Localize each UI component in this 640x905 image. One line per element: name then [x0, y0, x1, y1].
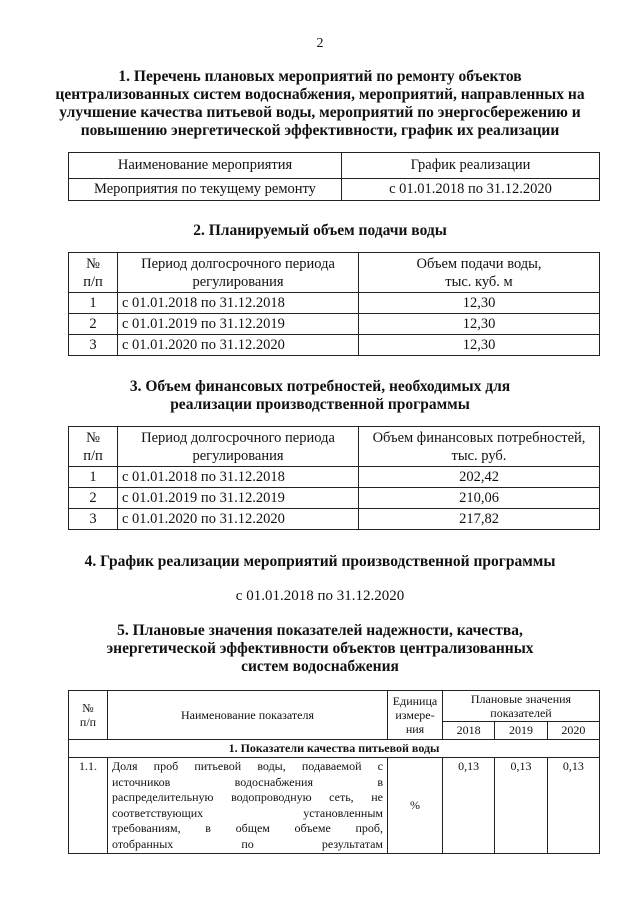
table-row [69, 758, 600, 854]
section3-table [68, 426, 600, 530]
header-period: Период долгосрочного периода регулирования [118, 253, 359, 293]
section5-heading: 5. Плановые значения показателей надежности, качества, энергетической эффективности объектов централизованных систем водоснабжения [106, 622, 534, 675]
header-period: Период долгосрочного периода регулирования [118, 427, 359, 467]
value-2018: 0,13 [443, 758, 495, 854]
header-water-volume: Объем подачи воды, тыс. куб. м [359, 253, 600, 293]
section3-heading: 3. Объем финансовых потребностей, необходимых для реализации производственной программы [129, 378, 511, 413]
header-number: № п/п [69, 691, 108, 740]
value-2020: 0,13 [547, 758, 599, 854]
header-activity-name: Наименование мероприятия [69, 153, 342, 179]
header-indicator-name: Наименование показателя [108, 691, 388, 740]
header-year-2019: 2019 [495, 722, 547, 740]
unit-cell: % [388, 758, 443, 854]
header-schedule: График реализации [342, 153, 600, 179]
table-row: 1 с 01.01.2018 по 31.12.2018 12,30 [69, 293, 600, 314]
schedule-cell: с 01.01.2018 по 31.12.2020 [342, 179, 600, 201]
header-year-2018: 2018 [443, 722, 495, 740]
header-year-2020: 2020 [547, 722, 599, 740]
table-row: 3 с 01.01.2020 по 31.12.2020 12,30 [69, 335, 600, 356]
table-row: 3 с 01.01.2020 по 31.12.2020 217,82 [69, 509, 600, 530]
section2-heading: 2. Планируемый объем подачи воды [193, 222, 447, 239]
section1-table [68, 152, 600, 201]
row-number: 1.1. [69, 758, 108, 854]
section1-heading: 1. Перечень плановых мероприятий по ремонту объектов централизованных систем водоснабжения, мероприятий, направленных на улучшение качества питьевой воды, мероприятий по энергосбережению и повышению энергетической эффективности, график их реализации [55, 68, 585, 139]
page-number: 2 [316, 36, 324, 51]
header-unit: Единица измере- ния [388, 691, 443, 740]
table-row: 1 с 01.01.2018 по 31.12.2018 202,42 [69, 467, 600, 488]
table-row: 2 с 01.01.2019 по 31.12.2019 12,30 [69, 314, 600, 335]
value-2019: 0,13 [495, 758, 547, 854]
section4-period: с 01.01.2018 по 31.12.2020 [235, 588, 405, 604]
indicator-description: Доля проб питьевой воды, подаваемой с источников водоснабжения в распределительную водопроводную сеть, не соответствующих установленным требованиям, в общем объеме проб, отобранных по результатам [108, 758, 388, 854]
section2-table [68, 252, 600, 356]
header-number: № п/п [69, 427, 118, 467]
section5-table [68, 690, 600, 854]
header-financial-needs: Объем финансовых потребностей, тыс. руб. [359, 427, 600, 467]
group-title: 1. Показатели качества питьевой воды [69, 740, 600, 758]
header-number: № п/п [69, 253, 118, 293]
header-planned-values: Плановые значения показателей [443, 691, 600, 722]
activity-name-cell: Мероприятия по текущему ремонту [69, 179, 342, 201]
table-row: 2 с 01.01.2019 по 31.12.2019 210,06 [69, 488, 600, 509]
section4-heading: 4. График реализации мероприятий производственной программы [84, 553, 556, 570]
